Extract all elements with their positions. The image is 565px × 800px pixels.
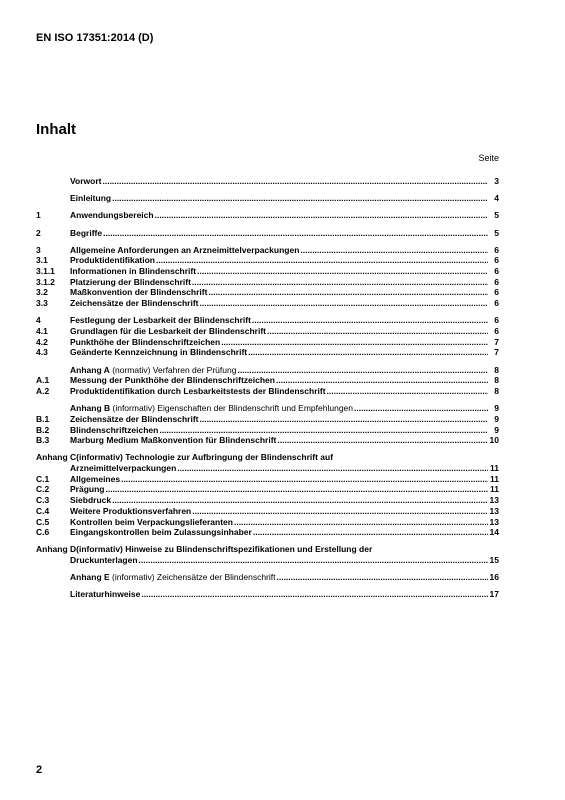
toc-entry[interactable] xyxy=(36,474,499,485)
toc-entry-title xyxy=(70,375,275,386)
toc-entry[interactable] xyxy=(36,590,499,601)
toc-entry-page: 5 xyxy=(494,210,499,221)
toc-entry-title xyxy=(70,527,252,538)
toc-leader-dots xyxy=(156,255,488,266)
toc-entry-title xyxy=(70,425,158,436)
toc-entry-title xyxy=(70,484,104,495)
toc-entry[interactable] xyxy=(36,288,499,299)
toc-entry-page: 9 xyxy=(494,413,499,424)
toc-entry-page: 14 xyxy=(489,527,499,538)
toc-entry-page: 10 xyxy=(489,435,499,446)
toc-leader-dots xyxy=(192,277,488,288)
toc-entry-line2 xyxy=(36,463,499,474)
toc-entry-title xyxy=(70,266,196,277)
toc-leader-dots xyxy=(276,375,488,386)
toc-entry-page: 7 xyxy=(494,347,499,358)
toc-entry-page: 13 xyxy=(489,516,499,527)
toc-entry-title-normal: (informativ) Zeichensätze der Blindenschrift xyxy=(109,572,276,583)
toc-entry-title xyxy=(70,365,236,376)
toc-entry-page: 3 xyxy=(494,175,499,186)
toc-entry-number: B.3 xyxy=(36,435,50,446)
table-of-contents xyxy=(36,176,499,600)
toc-entry-title-bold: Produktidentifikation durch Lesbarkeitstests der Blindenschrift xyxy=(70,385,326,396)
toc-leader-dots xyxy=(252,315,488,326)
toc-entry-title xyxy=(70,287,207,298)
toc-entry-page: 6 xyxy=(494,315,499,326)
toc-entry-title xyxy=(70,403,353,414)
toc-entry-number: 4.2 xyxy=(36,336,48,347)
toc-entry[interactable] xyxy=(36,403,499,414)
toc-entry-title xyxy=(70,589,140,600)
toc-entry-line1 xyxy=(36,452,499,463)
toc-entry-title xyxy=(70,315,251,326)
toc-entry-page: 6 xyxy=(494,287,499,298)
toc-entry[interactable] xyxy=(36,435,499,446)
toc-entry-title-bold: Vorwort xyxy=(70,175,102,186)
toc-entry-page: 11 xyxy=(490,463,499,474)
toc-entry-title-bold: Einleitung xyxy=(70,193,112,204)
toc-entry-page: 8 xyxy=(494,385,499,396)
toc-entry-title xyxy=(70,326,266,337)
toc-entry-page: 13 xyxy=(489,495,499,506)
toc-entry[interactable] xyxy=(36,365,499,376)
toc-entry-title-bold: Zeichensätze der Blindenschrift xyxy=(70,298,199,309)
toc-entry-title xyxy=(70,347,247,358)
toc-entry-title-bold: Informationen in Blindenschrift xyxy=(70,266,197,277)
toc-leader-dots xyxy=(103,228,488,239)
toc-entry[interactable] xyxy=(36,375,499,386)
toc-entry-title-cont: Druckunterlagen xyxy=(70,555,138,566)
toc-entry-title-normal: (informativ) Eigenschaften der Blindenschrift und Empfehlungen xyxy=(110,403,353,414)
toc-entry[interactable] xyxy=(36,255,499,266)
toc-entry-number: 1 xyxy=(36,210,41,221)
toc-entry-title xyxy=(70,435,276,446)
toc-entry-title-bold: Festlegung der Lesbarkeit der Blindenschrift xyxy=(70,315,251,326)
toc-entry-title-bold: Prägung xyxy=(70,484,105,495)
toc-entry-title-bold: Punkthöhe der Blindenschriftzeichen xyxy=(70,336,221,347)
toc-leader-dots xyxy=(199,414,488,425)
toc-entry-page: 6 xyxy=(494,266,499,277)
toc-entry-page: 17 xyxy=(489,589,499,600)
page-number: 2 xyxy=(36,764,43,776)
toc-entry-title xyxy=(70,414,198,425)
toc-entry-title xyxy=(70,228,102,239)
toc-entry-title xyxy=(70,193,111,204)
toc-leader-dots xyxy=(177,463,488,474)
toc-entry[interactable] xyxy=(36,176,499,187)
toc-entry[interactable] xyxy=(36,315,499,326)
toc-entry[interactable] xyxy=(36,326,499,337)
toc-entry-page: 11 xyxy=(490,473,499,484)
toc-entry-number: B.1 xyxy=(36,413,50,424)
toc-entry-number: 4.1 xyxy=(36,326,48,337)
toc-leader-dots xyxy=(102,176,488,187)
toc-entry-title-bold: Anhang C xyxy=(36,452,77,463)
toc-entry[interactable] xyxy=(36,347,499,358)
toc-entry-title-normal: (informativ) Hinweise zu Blindenschriftspezifikationen und Erstellung der xyxy=(76,544,373,555)
toc-entry-number: C.6 xyxy=(36,527,50,538)
toc-entry-title-cont: Arzneimittelverpackungen xyxy=(70,463,177,474)
toc-entry-number: 3 xyxy=(36,244,41,255)
toc-leader-dots xyxy=(300,245,488,256)
toc-entry-title-bold: Begriffe xyxy=(70,227,103,238)
page-column-label: Seite xyxy=(478,153,499,163)
toc-leader-dots xyxy=(159,425,488,436)
toc-entry-title-bold: Messung der Punkthöhe der Blindenschriftzeichen xyxy=(70,375,275,386)
toc-entry-indent xyxy=(36,463,70,474)
toc-entry-title-bold: Kontrollen beim Verpackungslieferanten xyxy=(70,516,233,527)
toc-entry[interactable] xyxy=(36,277,499,288)
toc-entry[interactable] xyxy=(36,495,499,506)
toc-leader-dots xyxy=(327,386,488,397)
toc-entry-page: 5 xyxy=(494,227,499,238)
toc-entry-page: 16 xyxy=(489,572,499,583)
toc-entry-title-bold: Allgemeines xyxy=(70,473,121,484)
toc-entry-page: 4 xyxy=(494,193,499,204)
toc-entry-title xyxy=(70,337,220,348)
toc-entry-title xyxy=(70,474,120,485)
toc-leader-dots xyxy=(197,266,488,277)
toc-entry-page: 8 xyxy=(494,364,499,375)
toc-entry-number: A.2 xyxy=(36,385,50,396)
toc-entry-title-bold: Grundlagen für die Lesbarkeit der Blindenschrift xyxy=(70,326,267,337)
toc-leader-dots xyxy=(267,326,488,337)
toc-entry-title-bold: Produktidentifikation xyxy=(70,255,155,266)
toc-entry-title xyxy=(70,517,233,528)
toc-leader-dots xyxy=(277,572,489,583)
toc-entry-page: 6 xyxy=(494,255,499,266)
toc-entry-title-bold: Anhang A xyxy=(70,364,110,375)
toc-entry-number: 4.3 xyxy=(36,347,48,358)
toc-entry-number: 3.3 xyxy=(36,298,48,309)
toc-entry[interactable] xyxy=(36,210,499,221)
toc-entry-title xyxy=(70,386,326,397)
toc-entry[interactable] xyxy=(36,245,499,256)
toc-entry-number: 3.1.1 xyxy=(36,266,55,277)
toc-entry-number: C.2 xyxy=(36,484,50,495)
toc-entry[interactable] xyxy=(36,414,499,425)
toc-entry-number: C.5 xyxy=(36,516,50,527)
toc-entry-page: 13 xyxy=(489,505,499,516)
toc-entry-title-bold: Eingangskontrollen beim Zulassungsinhaber xyxy=(70,527,252,538)
toc-entry-page: 15 xyxy=(489,555,499,566)
toc-entry-number: 3.1 xyxy=(36,255,48,266)
toc-entry-title-bold: Marburg Medium Maßkonvention für Blindenschrift xyxy=(70,435,277,446)
toc-entry-number: C.4 xyxy=(36,505,50,516)
toc-entry-title-normal: (normativ) Verfahren der Prüfung xyxy=(109,364,237,375)
toc-entry-title-bold: Anhang D xyxy=(36,544,77,555)
toc-entry-title-bold: Anhang B xyxy=(70,403,111,414)
toc-entry[interactable] xyxy=(36,298,499,309)
toc-entry-title-bold: Zeichensätze der Blindenschrift xyxy=(70,413,199,424)
toc-leader-dots xyxy=(253,527,488,538)
toc-entry[interactable] xyxy=(36,266,499,277)
toc-entry-title-bold: Anhang E xyxy=(70,572,110,583)
toc-entry-title-bold: Geänderte Kennzeichnung in Blindenschrift xyxy=(70,347,248,358)
toc-entry-page: 7 xyxy=(494,336,499,347)
toc-leader-dots xyxy=(277,435,488,446)
toc-entry-title-normal: (informativ) Technologie zur Aufbringung der Blindenschrift auf xyxy=(76,452,334,463)
page-title: Inhalt xyxy=(36,121,76,138)
toc-entry-title xyxy=(70,245,299,256)
toc-entry[interactable] xyxy=(36,544,499,565)
toc-leader-dots xyxy=(248,347,488,358)
toc-entry-title-bold: Siebdruck xyxy=(70,495,112,506)
toc-leader-dots xyxy=(199,298,488,309)
toc-leader-dots xyxy=(139,555,488,566)
toc-entry-title xyxy=(70,572,276,583)
toc-entry-title xyxy=(70,210,154,221)
toc-entry-title xyxy=(70,495,111,506)
toc-entry-page: 9 xyxy=(494,403,499,414)
toc-entry-page: 11 xyxy=(490,484,499,495)
toc-leader-dots xyxy=(192,506,488,517)
toc-leader-dots xyxy=(237,365,488,376)
toc-entry-page: 9 xyxy=(494,424,499,435)
toc-entry-title xyxy=(70,277,191,288)
toc-entry-number: 4 xyxy=(36,315,41,326)
toc-entry[interactable] xyxy=(36,527,499,538)
toc-leader-dots xyxy=(221,337,488,348)
toc-entry-title-bold: Platzierung der Blindenschrift xyxy=(70,276,191,287)
toc-entry-number: C.3 xyxy=(36,495,50,506)
toc-entry-page: 6 xyxy=(494,276,499,287)
toc-leader-dots xyxy=(234,517,488,528)
toc-entry[interactable] xyxy=(36,572,499,583)
document-id: EN ISO 17351:2014 (D) xyxy=(36,32,154,44)
toc-entry[interactable] xyxy=(36,485,499,496)
toc-entry-number: B.2 xyxy=(36,424,50,435)
toc-entry-title-bold: Blindenschriftzeichen xyxy=(70,424,159,435)
toc-entry[interactable] xyxy=(36,193,499,204)
toc-entry-number: 2 xyxy=(36,227,41,238)
toc-entry-title-bold: Allgemeine Anforderungen an Arzneimittelverpackungen xyxy=(70,244,300,255)
toc-entry-indent xyxy=(36,555,70,566)
toc-entry-title xyxy=(70,506,191,517)
toc-leader-dots xyxy=(112,495,488,506)
toc-leader-dots xyxy=(354,403,488,414)
toc-entry-page: 6 xyxy=(494,326,499,337)
toc-entry[interactable] xyxy=(36,425,499,436)
toc-leader-dots xyxy=(141,589,488,600)
toc-entry-line2 xyxy=(36,555,499,566)
toc-entry-number: 3.2 xyxy=(36,287,48,298)
toc-entry-line1 xyxy=(36,544,499,555)
toc-entry[interactable] xyxy=(36,228,499,239)
toc-entry-page: 6 xyxy=(494,298,499,309)
toc-entry-title-bold: Maßkonvention der Blindenschrift xyxy=(70,287,208,298)
toc-entry-title-bold: Literaturhinweise xyxy=(70,589,141,600)
toc-entry-title xyxy=(70,176,101,187)
toc-entry[interactable] xyxy=(36,517,499,528)
toc-entry-title-bold: Anwendungsbereich xyxy=(70,210,154,221)
toc-leader-dots xyxy=(155,210,488,221)
toc-leader-dots xyxy=(105,484,488,495)
toc-entry-title-bold: Weitere Produktionsverfahren xyxy=(70,505,192,516)
toc-leader-dots xyxy=(112,193,488,204)
toc-entry[interactable] xyxy=(36,386,499,397)
toc-entry-number: 3.1.2 xyxy=(36,276,55,287)
toc-entry-number: C.1 xyxy=(36,473,50,484)
toc-leader-dots xyxy=(208,287,488,298)
toc-entry-title xyxy=(70,298,198,309)
toc-entry-page: 6 xyxy=(494,244,499,255)
toc-entry-title xyxy=(70,255,155,266)
toc-entry-page: 8 xyxy=(494,375,499,386)
toc-entry[interactable] xyxy=(36,506,499,517)
toc-leader-dots xyxy=(121,474,488,485)
toc-entry[interactable] xyxy=(36,452,499,473)
toc-entry-number: A.1 xyxy=(36,375,50,386)
toc-entry[interactable] xyxy=(36,337,499,348)
